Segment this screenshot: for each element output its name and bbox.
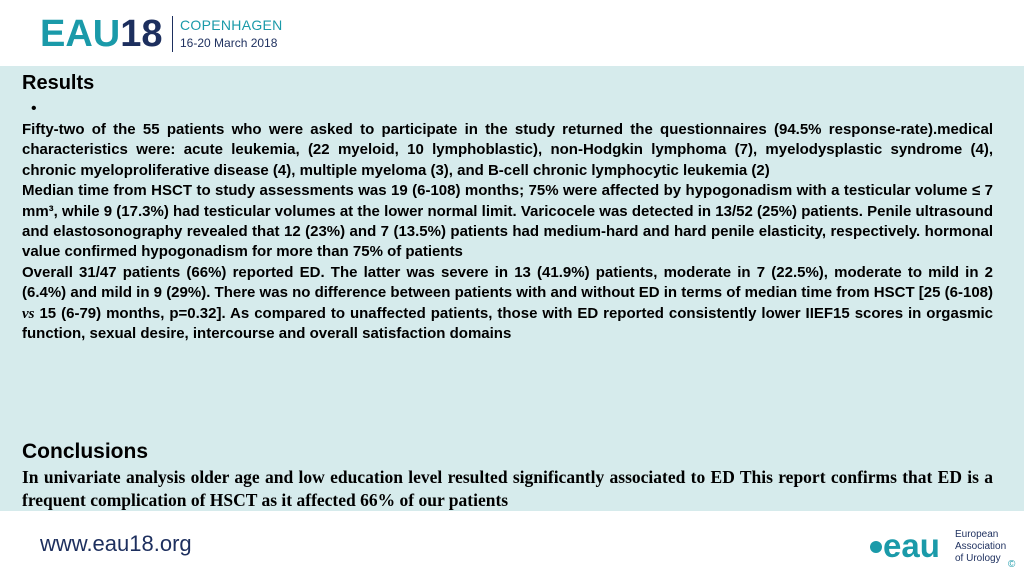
versus-abbrev: vs [22,305,35,322]
header [0,0,1024,66]
conclusions-heading: Conclusions [22,440,149,463]
congress-dates: 16-20 March 2018 [180,36,278,50]
logo-eau-text: EAU [40,13,121,55]
content-panel [0,66,1024,511]
eau-logo-icon [866,525,948,565]
conclusions-body: In univariate analysis older age and low education level resulted significantly associated to ED This report confirms that ED is a frequent complication of HSCT as it affected 66% of our patients [22,467,993,510]
eau-logo-wordmark: eau [883,527,940,564]
logo-divider [172,16,173,52]
congress-city: COPENHAGEN [180,17,283,33]
results-heading: Results [22,72,95,94]
org-name-line-2: Association [955,541,1007,552]
logo-year-text: 18 [120,13,163,55]
results-paragraph-3-part-b: 15 (6-79) months, p=0.32]. As compared to unaffected patients, those with ED reported consistently lower IIEF15 scores in orgasmic function, sexual desire, intercourse and overall satisfaction domains [22,304,994,343]
eau18-logo [40,14,163,54]
website-url: www.eau18.org [40,531,192,556]
results-paragraph-3 [22,263,993,345]
org-name-line-1: European [955,529,999,540]
bullet-point: • [31,100,37,117]
results-body [22,120,993,344]
org-name [955,529,1006,565]
org-name-line-3: of Urology [955,553,1001,564]
results-paragraph-3-part-a: Overall 31/47 patients (66%) reported ED. The latter was severe in 13 (41.9%) patients, moderate in 7 (22.5%), moderate to mild in 2 (6.4%) and mild in 9 (29%). There was no difference between patients with and without ED in terms of median time from HSCT [25 (6-108) [22,263,994,302]
copyright-symbol: © [1008,559,1016,570]
footer [0,511,1024,576]
results-paragraph-2: Median time from HSCT to study assessments was 19 (6-108) months; 75% were affected by hypogonadism with a testicular volume ≤ 7 mm³, while 9 (17.3%) had testicular volumes at the lower normal limit. Varicocele was detected in 13/52 (25%) patients. Penile ultrasound and elastosonography revealed that 12 (23%) and 7 (13.5%) patients had medium-hard and hard penile elasticity, respectively. hormonal value confirmed hypogonadism for more than 75% of patients [22,182,993,261]
results-paragraph-1: Fifty-two of the 55 patients who were asked to participate in the study returned the questionnaires (94.5% response-rate).medical characteristics were: acute leukemia, (22 myeloid, 10 lymphoblastic), non-Hodgkin lymphoma (7), myelodysplastic syndrome (4), chronic myeloproliferative disease (4), multiple myeloma (3), and B-cell chronic lymphocytic leukemia (2) [22,121,993,179]
